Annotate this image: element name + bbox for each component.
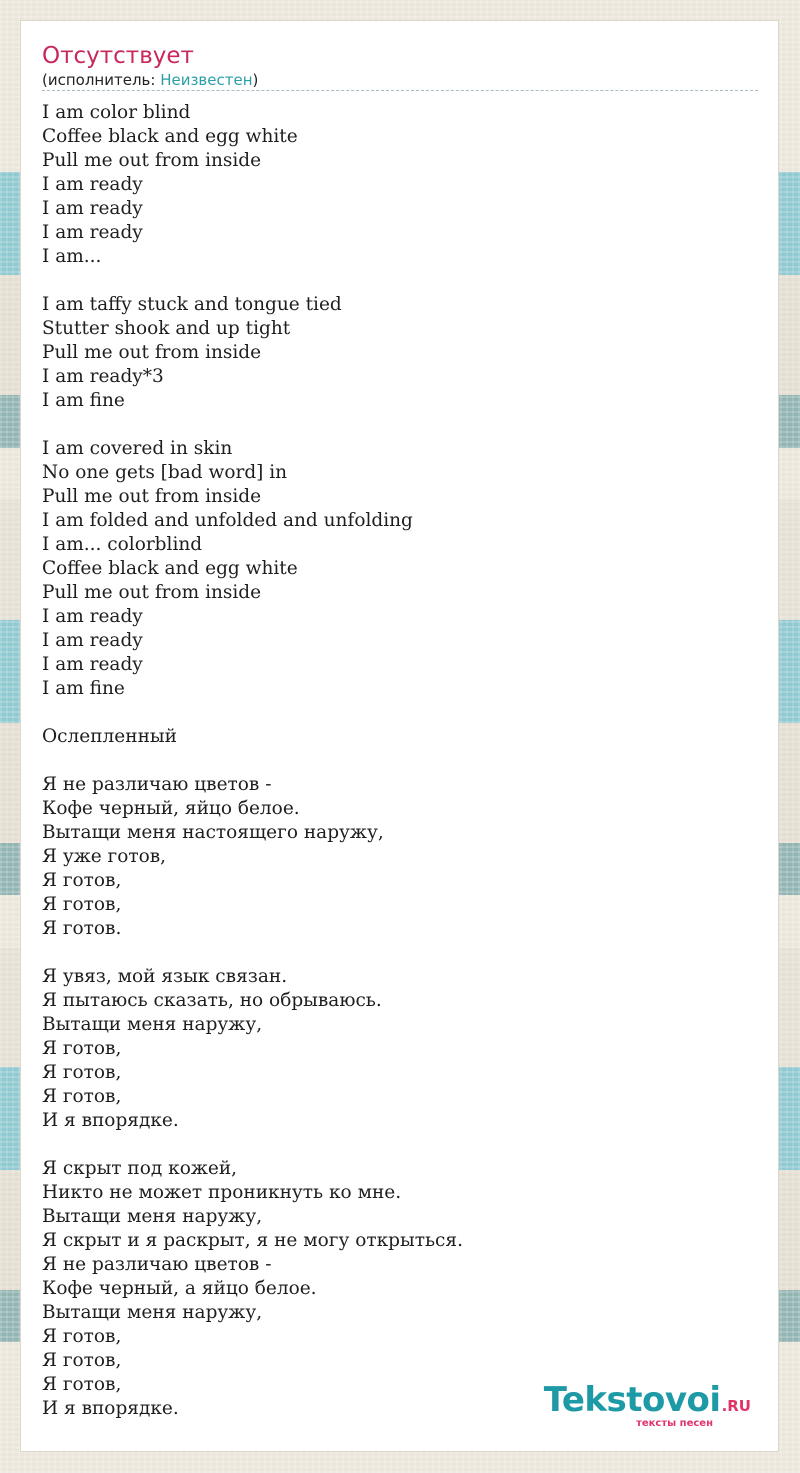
lyric-blank-line [42, 941, 758, 965]
lyric-line: No one gets [bad word] in [42, 462, 288, 483]
lyric-line: Я скрыт под кожей, [42, 1158, 238, 1179]
lyric-blank-line [42, 413, 758, 437]
lyric-blank-line [42, 701, 758, 725]
lyric-line: Я готов. [42, 918, 122, 939]
lyric-blank-line [42, 749, 758, 773]
lyric-line: I am ready [42, 222, 143, 243]
site-logo[interactable] [541, 1381, 751, 1431]
lyric-line: Я не различаю цветов - [42, 774, 272, 795]
lyric-line: Pull me out from inside [42, 342, 262, 363]
artist-line [42, 70, 258, 90]
lyric-line: Я готов, [42, 894, 122, 915]
lyric-line: Я увяз, мой язык связан. [42, 966, 288, 987]
lyric-line: Coffee black and egg white [42, 126, 298, 147]
lyric-line: I am ready*3 [42, 366, 164, 387]
lyric-line: I am ready [42, 654, 143, 675]
lyric-line: Вытащи меня наружу, [42, 1302, 263, 1323]
lyric-line: Я готов, [42, 1350, 122, 1371]
lyric-line: I am ready [42, 606, 143, 627]
lyric-line: I am folded and unfolded and unfolding [42, 510, 413, 531]
lyric-line: I am taffy stuck and tongue tied [42, 294, 342, 315]
lyric-line: Я готов, [42, 870, 122, 891]
logo-wordmark: Tekstovoi [543, 1380, 721, 1420]
lyric-line: Кофе черный, а яйцо белое. [42, 1278, 317, 1299]
lyric-line: I am fine [42, 678, 125, 699]
lyric-line: Я готов, [42, 1326, 122, 1347]
lyric-line: I am ready [42, 174, 143, 195]
lyric-line: I am covered in skin [42, 438, 233, 459]
lyric-line: Pull me out from inside [42, 150, 262, 171]
lyric-line: И я впорядке. [42, 1110, 179, 1131]
lyric-line: Я скрыт и я раскрыт, я не могу открыться. [42, 1230, 463, 1251]
artist-link[interactable]: Неизвестен [160, 71, 253, 89]
lyric-line: I am ready [42, 198, 143, 219]
artist-suffix: ) [252, 71, 259, 89]
lyrics-card [21, 21, 778, 1451]
lyric-line: I am color blind [42, 102, 191, 123]
lyric-line: Я готов, [42, 1062, 122, 1083]
lyric-line: И я впорядке. [42, 1398, 179, 1419]
lyric-line: I am... [42, 246, 102, 267]
lyric-line: Вытащи меня наружу, [42, 1014, 263, 1035]
lyric-line: Я готов, [42, 1086, 122, 1107]
lyric-line: Кофе черный, яйцо белое. [42, 798, 300, 819]
lyric-line: Я готов, [42, 1038, 122, 1059]
lyric-blank-line [42, 1133, 758, 1157]
lyric-line: Я пытаюсь сказать, но обрываюсь. [42, 990, 382, 1011]
lyric-line: Я уже готов, [42, 846, 167, 867]
logo-subtitle: тексты песен [636, 1418, 713, 1429]
song-title: Отсутствует [42, 43, 194, 69]
lyric-line: Никто не может проникнуть ко мне. [42, 1182, 402, 1203]
lyric-line: I am... colorblind [42, 534, 203, 555]
title-divider [42, 90, 758, 91]
logo-domain: .RU [721, 1397, 751, 1415]
lyric-line: Pull me out from inside [42, 582, 262, 603]
lyric-line: Ослепленный [42, 726, 177, 747]
lyric-line: Stutter shook and up tight [42, 318, 291, 339]
lyric-line: Coffee black and egg white [42, 558, 298, 579]
lyric-line: Я не различаю цветов - [42, 1254, 272, 1275]
lyric-line: Я готов, [42, 1374, 122, 1395]
lyric-line: Вытащи меня наружу, [42, 1206, 263, 1227]
lyric-line: Вытащи меня настоящего наружу, [42, 822, 384, 843]
lyrics-text [42, 101, 758, 1421]
artist-prefix: (исполнитель: [42, 71, 161, 89]
lyric-line: I am fine [42, 390, 125, 411]
lyric-line: Pull me out from inside [42, 486, 262, 507]
lyric-line: I am ready [42, 630, 143, 651]
lyric-blank-line [42, 269, 758, 293]
